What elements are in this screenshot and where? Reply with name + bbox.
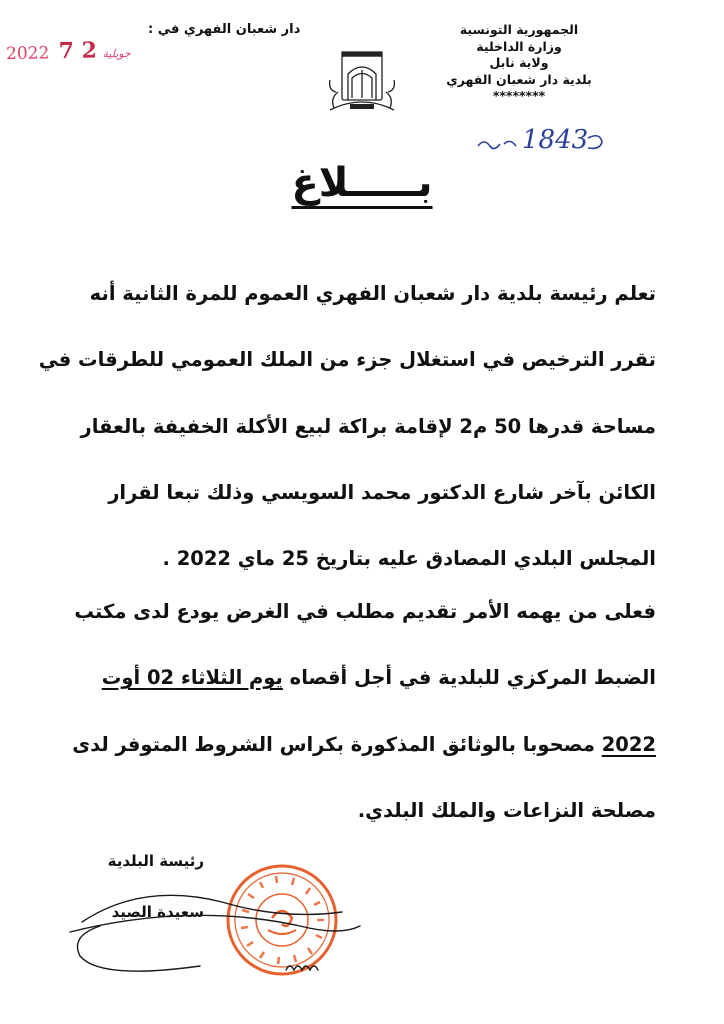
date-stamp-month: جويلية — [102, 46, 131, 61]
deadline-date: يوم الثلاثاء 02 أوت — [101, 666, 283, 689]
body-line-1: تعلم رئيسة بلدية دار شعبان الفهري العموم للمرة الثانية أنه — [89, 282, 656, 305]
body-line-5: المجلس البلدي المصادق عليه بتاريخ 25 ماي 2022 . — [162, 547, 656, 570]
handwritten-signature-icon — [60, 862, 370, 992]
body-line-2: تقرر الترخيص في استغلال جزء من الملك العمومي للطرقات في — [38, 348, 656, 371]
body-line-7-text: الضبط المركزي للبلدية في أجل أقصاه — [282, 666, 656, 689]
body-line-4: الكائن بآخر شارع الدكتور محمد السويسي وذلك تبعا لقرار — [108, 481, 656, 504]
ministry-name: وزارة الداخلية — [476, 38, 562, 54]
municipality-name: بلدية دار شعبان الفهري — [446, 71, 592, 87]
place-date-label: دار شعبان الفهري في : — [148, 22, 301, 37]
handwritten-reference-number — [470, 118, 620, 160]
date-stamp-day: 2 7 — [58, 37, 98, 65]
reference-number-text: 1843 — [522, 125, 589, 155]
header-stars: ******** — [492, 88, 546, 103]
body-line-8 — [70, 731, 656, 758]
republic-name: الجمهورية التونسية — [459, 22, 579, 37]
municipality-emblem-icon — [322, 48, 402, 118]
deadline-year: 2022 — [601, 733, 656, 756]
body-line-9: مصلحة النزاعات والملك البلدي. — [357, 799, 656, 822]
document-title — [0, 160, 724, 206]
body-line-8-text: مصحوبا بالوثائق المذكورة بكراس الشروط المتوفر لدى — [72, 733, 602, 756]
signatory-title: رئيسة البلدية — [107, 852, 204, 870]
body-line-7 — [70, 664, 656, 691]
body-line-3: مساحة قدرها 50 م2 لإقامة براكة لبيع الأكلة الخفيفة بالعقار — [80, 415, 656, 438]
governorate-name: ولاية نابل — [489, 55, 549, 70]
signatory-name: سعيدة الصيد — [111, 903, 204, 921]
issuer-header — [419, 22, 619, 105]
date-stamp — [6, 37, 131, 65]
body-line-6: فعلى من يهمه الأمر تقديم مطلب في الغرض يودع لدى مكتب — [74, 600, 656, 623]
title-text: بـــــلاغ — [291, 160, 433, 206]
date-stamp-year: 2022 — [5, 43, 50, 65]
